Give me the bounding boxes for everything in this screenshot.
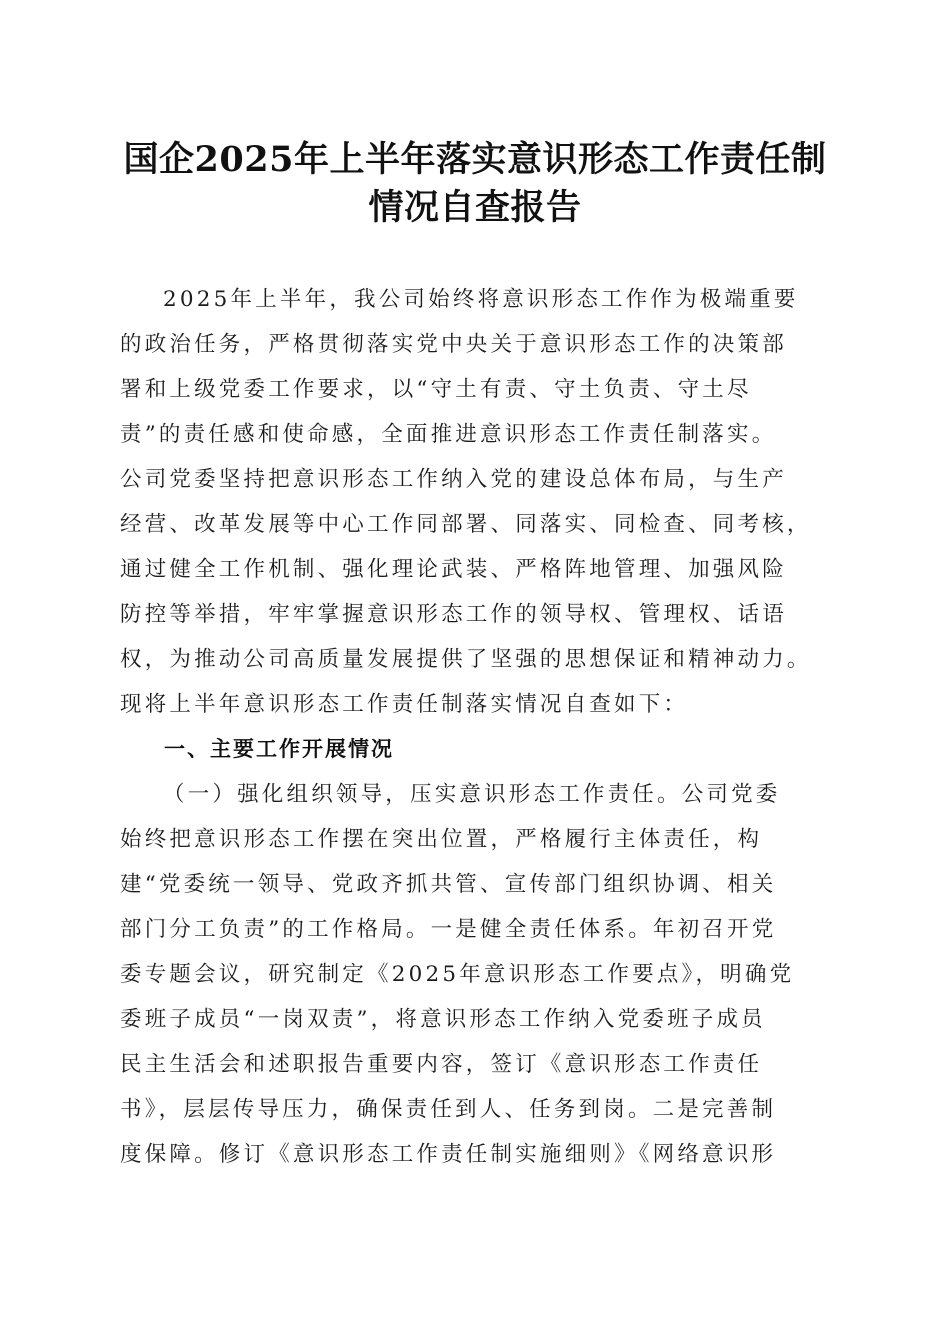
title-line-2: 情况自查报告	[368, 187, 582, 228]
intro-line: 署和上级党委工作要求，以“守土有责、守土负责、守土尽	[120, 377, 752, 402]
section1-line: 书》，层层传导压力，确保责任到人、任务到岗。二是完善制	[120, 1097, 777, 1122]
intro-line: 2025年上半年，我公司始终将意识形态工作作为极端重要	[163, 287, 799, 312]
section1-line: 民主生活会和述职报告重要内容，签订《意识形态工作责任	[120, 1052, 763, 1077]
document-title	[60, 136, 890, 232]
section1-line: 委班子成员“一岗双责”，将意识形态工作纳入党委班子成员	[120, 1007, 766, 1032]
section-heading-1: 一、主要工作开展情况	[164, 737, 394, 761]
section1-line: 始终把意识形态工作摆在突出位置，严格履行主体责任，构	[120, 827, 763, 852]
intro-line: 现将上半年意识形态工作责任制落实情况自查如下：	[120, 692, 689, 717]
section1-line: 度保障。修订《意识形态工作责任制实施细则》《网络意识形	[120, 1142, 777, 1167]
intro-line: 通过健全工作机制、强化理论武装、严格阵地管理、加强风险	[120, 557, 787, 582]
intro-line: 权，为推动公司高质量发展提供了坚强的思想保证和精神动力。	[120, 647, 812, 672]
intro-line: 防控等举措，牢牢掌握意识形态工作的领导权、管理权、话语	[120, 602, 787, 627]
intro-paragraph	[120, 277, 835, 727]
intro-line: 经营、改革发展等中心工作同部署、同落实、同检查、同考核，	[120, 512, 812, 537]
title-line-1: 国企2025年上半年落实意识形态工作责任制	[123, 139, 827, 180]
section1-paragraph	[120, 772, 835, 1177]
intro-line: 的政治任务，严格贯彻落实党中央关于意识形态工作的决策部	[120, 332, 787, 357]
intro-line: 责”的责任感和使命感，全面推进意识形态工作责任制落实。	[120, 422, 777, 447]
section1-line: 部门分工负责”的工作格局。一是健全责任体系。年初召开党	[120, 917, 777, 942]
section1-line: （一）强化组织领导，压实意识形态工作责任。公司党委	[163, 782, 781, 807]
section1-line: 建“党委统一领导、党政齐抓共管、宣传部门组织协调、相关	[120, 872, 777, 897]
document-body	[120, 277, 835, 1177]
intro-line: 公司党委坚持把意识形态工作纳入党的建设总体布局，与生产	[120, 467, 787, 492]
section1-line: 委专题会议，研究制定《2025年意识形态工作要点》，明确党	[120, 962, 795, 987]
